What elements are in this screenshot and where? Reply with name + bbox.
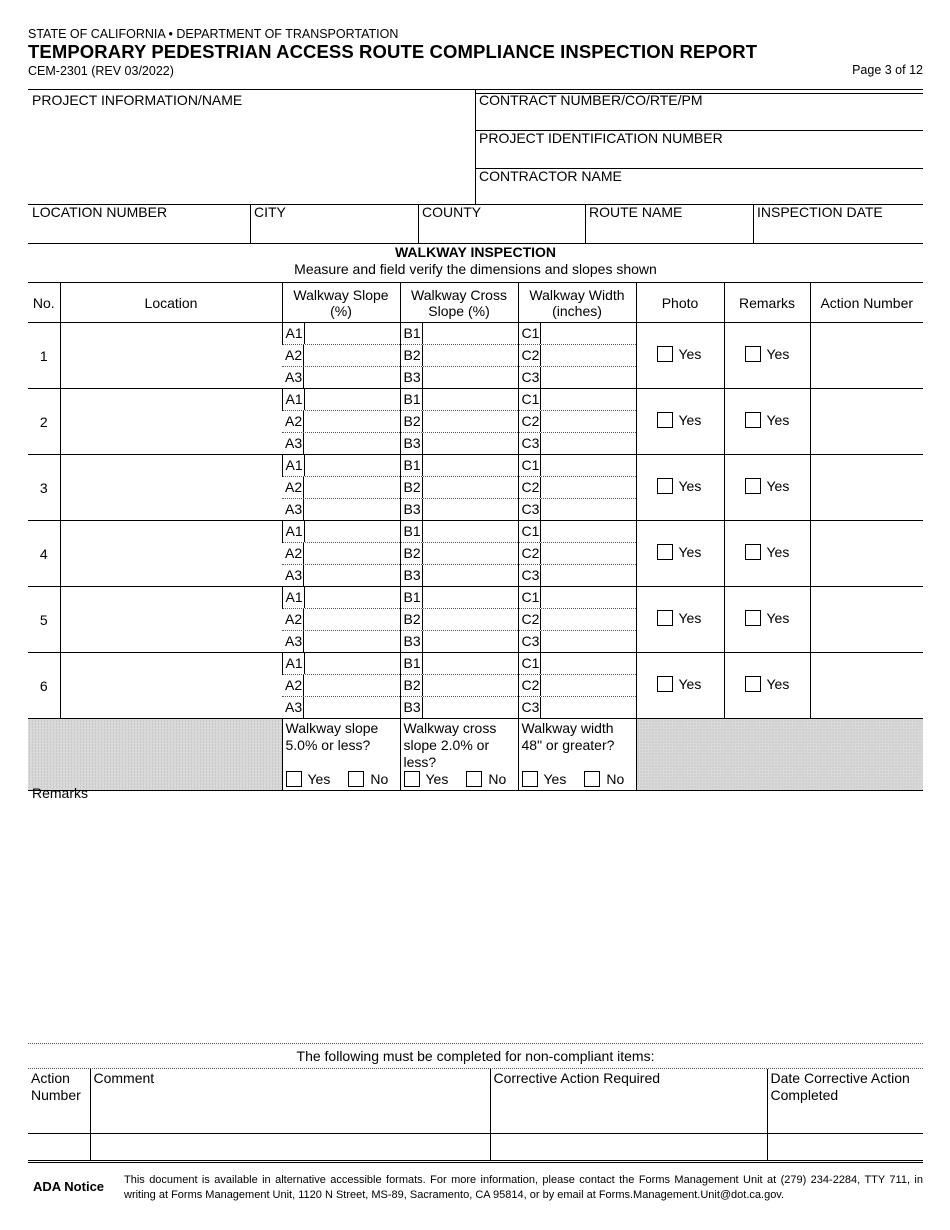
width-measure-input[interactable] [518, 477, 636, 499]
col-walkway-slope: Walkway Slope (%) [282, 283, 400, 323]
photo-yes-checkbox[interactable] [657, 412, 673, 428]
cross-slope-measure-input[interactable] [400, 631, 518, 653]
slope-measure-input[interactable] [282, 367, 400, 389]
ada-text: This document is available in alternative accessible formats. For more information, please contact the Forms Management Unit at (279) 234-2284, TTY 711, in writing at Forms Management Unit, 1120 N Street, MS-89, Sacramento, CA 95814, or by email at Forms.Management.Unit@dot.ca.gov. [124, 1174, 923, 1201]
remarks-cell [724, 455, 810, 521]
contractor-name-field[interactable]: CONTRACTOR NAME [479, 168, 622, 184]
measure-label: A3 [282, 367, 304, 388]
measure-label: A1 [283, 323, 305, 344]
measure-label: A2 [282, 609, 304, 630]
yes-label: Yes [678, 610, 702, 626]
measure-label: B2 [401, 609, 423, 630]
slope-measure-input[interactable] [282, 631, 400, 653]
measure-label: C2 [519, 345, 541, 366]
photo-cell [636, 653, 724, 719]
location-input[interactable] [60, 389, 282, 455]
slope-measure-input[interactable] [282, 323, 400, 345]
width-measure-input[interactable] [518, 499, 636, 521]
width-yes-checkbox[interactable] [522, 771, 538, 787]
cross-slope-measure-input[interactable] [400, 609, 518, 631]
remarks-yes-checkbox[interactable] [745, 676, 761, 692]
cross-slope-measure-input[interactable] [400, 653, 518, 675]
photo-cell [636, 455, 724, 521]
action-number-input[interactable] [810, 323, 923, 389]
location-input[interactable] [60, 587, 282, 653]
measure-label: C2 [519, 609, 541, 630]
location-input[interactable] [60, 653, 282, 719]
ada-notice [28, 1160, 923, 1203]
table-row [28, 653, 923, 675]
summary-row [28, 719, 923, 791]
col-no: No. [28, 283, 60, 323]
shaded-cell [28, 719, 282, 791]
measure-label: C1 [519, 323, 541, 344]
city-field[interactable]: CITY [254, 204, 286, 220]
table-row [28, 587, 923, 609]
measure-label: A1 [283, 653, 305, 674]
cross-slope-measure-input[interactable] [400, 389, 518, 411]
measure-label: B1 [401, 653, 423, 674]
walkway-section-title: WALKWAY INSPECTION [394, 244, 557, 260]
measure-label: B2 [401, 411, 423, 432]
row-number: 4 [28, 521, 60, 587]
measure-label: C1 [519, 653, 541, 674]
cross-slope-measure-input[interactable] [400, 499, 518, 521]
photo-yes-checkbox[interactable] [657, 544, 673, 560]
remarks-cell [724, 521, 810, 587]
measure-label: C3 [519, 565, 541, 586]
yes-label: Yes [766, 478, 790, 494]
remarks-yes-checkbox[interactable] [745, 544, 761, 560]
photo-yes-checkbox[interactable] [657, 676, 673, 692]
measure-label: A1 [283, 521, 305, 542]
yes-label: Yes [678, 412, 702, 428]
yes-label: Yes [678, 346, 702, 362]
location-input[interactable] [60, 323, 282, 389]
width-no-checkbox[interactable] [584, 771, 600, 787]
measure-label: C2 [519, 543, 541, 564]
measure-label: C2 [519, 675, 541, 696]
remarks-yes-checkbox[interactable] [745, 478, 761, 494]
measure-label: A2 [282, 543, 304, 564]
slope-yes-checkbox[interactable] [286, 771, 302, 787]
yes-label: Yes [766, 610, 790, 626]
width-measure-input[interactable] [518, 631, 636, 653]
cross-slope-measure-input[interactable] [400, 433, 518, 455]
photo-cell [636, 323, 724, 389]
ada-label: ADA Notice [33, 1179, 105, 1194]
cross-slope-measure-input[interactable] [400, 587, 518, 609]
measure-label: A3 [282, 697, 304, 718]
noncompliant-section [28, 1043, 923, 1161]
county-field[interactable]: COUNTY [422, 204, 482, 220]
form-header [28, 27, 923, 79]
project-id-field[interactable]: PROJECT IDENTIFICATION NUMBER [479, 130, 723, 146]
row-number: 6 [28, 653, 60, 719]
measure-label: C1 [519, 389, 541, 410]
measure-label: C1 [519, 521, 541, 542]
row-number: 1 [28, 323, 60, 389]
cross-slope-measure-input[interactable] [400, 697, 518, 719]
slope-measure-input[interactable] [282, 609, 400, 631]
cross-slope-yes-checkbox[interactable] [404, 771, 420, 787]
measure-label: B2 [401, 675, 423, 696]
slope-measure-input[interactable] [282, 565, 400, 587]
slope-measure-input[interactable] [282, 697, 400, 719]
col-location: Location [60, 283, 282, 323]
measure-label: C3 [519, 631, 541, 652]
width-measure-input[interactable] [518, 675, 636, 697]
table-row [28, 389, 923, 411]
measure-label: A3 [282, 631, 304, 652]
form-title: TEMPORARY PEDESTRIAN ACCESS ROUTE COMPLIANCE INSPECTION REPORT [28, 41, 758, 62]
measure-label: A2 [282, 411, 304, 432]
col-walkway-width: Walkway Width (inches) [518, 283, 636, 323]
form-number: CEM-2301 (REV 03/2022) [28, 64, 174, 78]
cross-slope-measure-input[interactable] [400, 455, 518, 477]
measure-label: C1 [519, 587, 541, 608]
nc-corrective-input[interactable] [490, 1133, 767, 1161]
shaded-cell [636, 719, 923, 791]
yes-label: Yes [425, 771, 449, 787]
agency-name: STATE OF CALIFORNIA • DEPARTMENT OF TRANSPORTATION [28, 27, 399, 41]
yes-label: Yes [766, 676, 790, 692]
measure-label: B2 [401, 477, 423, 498]
photo-cell [636, 389, 724, 455]
width-measure-input[interactable] [518, 697, 636, 719]
walkway-section-subtitle: Measure and field verify the dimensions and slopes shown [294, 261, 657, 277]
measure-label: A1 [283, 587, 305, 608]
measure-label: B1 [401, 389, 423, 410]
project-info-name-field[interactable]: PROJECT INFORMATION/NAME [32, 92, 243, 108]
remarks-cell [724, 323, 810, 389]
measure-label: A2 [282, 345, 304, 366]
yes-label: Yes [307, 771, 331, 787]
cross-slope-measure-input[interactable] [400, 675, 518, 697]
slope-question: Walkway slope 5.0% or less? [285, 720, 379, 753]
width-measure-input[interactable] [518, 323, 636, 345]
width-measure-input[interactable] [518, 367, 636, 389]
no-label: No [606, 771, 625, 787]
remarks-area[interactable]: Remarks [32, 785, 89, 801]
yes-label: Yes [678, 478, 702, 494]
slope-measure-input[interactable] [282, 455, 400, 477]
yes-label: Yes [678, 676, 702, 692]
measure-label: B3 [401, 367, 423, 388]
cross-slope-measure-input[interactable] [400, 477, 518, 499]
cross-slope-measure-input[interactable] [400, 565, 518, 587]
row-number: 5 [28, 587, 60, 653]
slope-no-checkbox[interactable] [348, 771, 364, 787]
measure-label: A1 [283, 389, 305, 410]
no-label: No [488, 771, 507, 787]
nc-action-number-input[interactable] [28, 1133, 90, 1161]
page-number: Page 3 of 12 [852, 63, 923, 77]
no-label: No [370, 771, 389, 787]
slope-measure-input[interactable] [282, 653, 400, 675]
cross-slope-measure-input[interactable] [400, 521, 518, 543]
col-cross-slope: Walkway Cross Slope (%) [400, 283, 518, 323]
width-measure-input[interactable] [518, 609, 636, 631]
width-summary-cell [518, 719, 636, 791]
slope-measure-input[interactable] [282, 433, 400, 455]
width-measure-input[interactable] [518, 411, 636, 433]
measure-label: B1 [401, 587, 423, 608]
walkway-table-header [28, 283, 923, 323]
nc-comment-label: Comment [90, 1069, 490, 1133]
measure-label: B2 [401, 345, 423, 366]
measure-label: C3 [519, 499, 541, 520]
col-photo: Photo [636, 283, 724, 323]
remarks-yes-checkbox[interactable] [745, 412, 761, 428]
slope-measure-input[interactable] [282, 521, 400, 543]
cross-slope-question: Walkway cross slope 2.0% or less? [403, 720, 497, 770]
width-measure-input[interactable] [518, 587, 636, 609]
measure-label: B1 [401, 521, 423, 542]
slope-summary-cell [282, 719, 400, 791]
location-number-field[interactable]: LOCATION NUMBER [32, 204, 168, 220]
measure-label: C1 [519, 455, 541, 476]
photo-yes-checkbox[interactable] [657, 478, 673, 494]
inspection-date-field[interactable]: INSPECTION DATE [757, 204, 883, 220]
width-measure-input[interactable] [518, 389, 636, 411]
yes-label: Yes [766, 412, 790, 428]
cross-slope-no-checkbox[interactable] [466, 771, 482, 787]
measure-label: C3 [519, 433, 541, 454]
slope-measure-input[interactable] [282, 499, 400, 521]
width-measure-input[interactable] [518, 653, 636, 675]
yes-label: Yes [766, 544, 790, 560]
yes-label: Yes [678, 544, 702, 560]
measure-label: A3 [282, 433, 304, 454]
action-number-input[interactable] [810, 587, 923, 653]
measure-label: C3 [519, 697, 541, 718]
remarks-yes-checkbox[interactable] [745, 610, 761, 626]
location-input[interactable] [60, 521, 282, 587]
width-question: Walkway width 48" or greater? [521, 720, 615, 753]
yes-label: Yes [543, 771, 567, 787]
col-remarks: Remarks [724, 283, 810, 323]
width-measure-input[interactable] [518, 433, 636, 455]
slope-measure-input[interactable] [282, 477, 400, 499]
photo-cell [636, 521, 724, 587]
measure-label: B2 [401, 543, 423, 564]
measure-label: B3 [401, 499, 423, 520]
cross-slope-measure-input[interactable] [400, 345, 518, 367]
width-measure-input[interactable] [518, 455, 636, 477]
width-measure-input[interactable] [518, 521, 636, 543]
nc-comment-input[interactable] [90, 1133, 490, 1161]
yes-label: Yes [766, 346, 790, 362]
measure-label: C2 [519, 411, 541, 432]
nc-date-input[interactable] [767, 1133, 923, 1161]
action-number-input[interactable] [810, 455, 923, 521]
measure-label: B3 [401, 565, 423, 586]
table-row [28, 323, 923, 345]
measure-label: A3 [282, 499, 304, 520]
walkway-section-header [28, 244, 923, 278]
measure-label: A2 [282, 675, 304, 696]
width-measure-input[interactable] [518, 565, 636, 587]
row-number: 2 [28, 389, 60, 455]
walkway-inspection-table [28, 282, 923, 791]
photo-yes-checkbox[interactable] [657, 346, 673, 362]
slope-measure-input[interactable] [282, 587, 400, 609]
noncompliant-heading: The following must be completed for non-compliant items: [28, 1044, 923, 1069]
measure-label: A2 [282, 477, 304, 498]
measure-label: B1 [401, 455, 423, 476]
cross-slope-measure-input[interactable] [400, 323, 518, 345]
table-row [28, 1133, 923, 1161]
width-measure-input[interactable] [518, 345, 636, 367]
nc-corrective-label: Corrective Action Required [490, 1069, 767, 1133]
cross-slope-measure-input[interactable] [400, 411, 518, 433]
nc-action-number-label: Action Number [28, 1069, 90, 1133]
slope-measure-input[interactable] [282, 411, 400, 433]
photo-yes-checkbox[interactable] [657, 610, 673, 626]
measure-label: B3 [401, 697, 423, 718]
photo-cell [636, 587, 724, 653]
measure-label: C2 [519, 477, 541, 498]
cross-slope-summary-cell [400, 719, 518, 791]
measure-label: A1 [283, 455, 305, 476]
route-name-field[interactable]: ROUTE NAME [589, 204, 683, 220]
remarks-cell [724, 389, 810, 455]
slope-measure-input[interactable] [282, 345, 400, 367]
noncompliant-table [28, 1069, 923, 1161]
measure-label: B3 [401, 631, 423, 652]
remarks-cell [724, 587, 810, 653]
location-input[interactable] [60, 455, 282, 521]
remarks-cell [724, 653, 810, 719]
slope-measure-input[interactable] [282, 389, 400, 411]
action-number-input[interactable] [810, 521, 923, 587]
nc-date-label: Date Corrective Action Completed [767, 1069, 923, 1133]
table-row [28, 455, 923, 477]
slope-measure-input[interactable] [282, 543, 400, 565]
measure-label: A3 [282, 565, 304, 586]
measure-label: B3 [401, 433, 423, 454]
width-measure-input[interactable] [518, 543, 636, 565]
remarks-yes-checkbox[interactable] [745, 346, 761, 362]
action-number-input[interactable] [810, 389, 923, 455]
table-row [28, 521, 923, 543]
contract-number-field[interactable]: CONTRACT NUMBER/CO/RTE/PM [479, 92, 703, 108]
row-number: 3 [28, 455, 60, 521]
action-number-input[interactable] [810, 653, 923, 719]
col-action-number: Action Number [810, 283, 923, 323]
project-info-block [28, 89, 923, 243]
cross-slope-measure-input[interactable] [400, 543, 518, 565]
slope-measure-input[interactable] [282, 675, 400, 697]
measure-label: B1 [401, 323, 423, 344]
measure-label: C3 [519, 367, 541, 388]
cross-slope-measure-input[interactable] [400, 367, 518, 389]
